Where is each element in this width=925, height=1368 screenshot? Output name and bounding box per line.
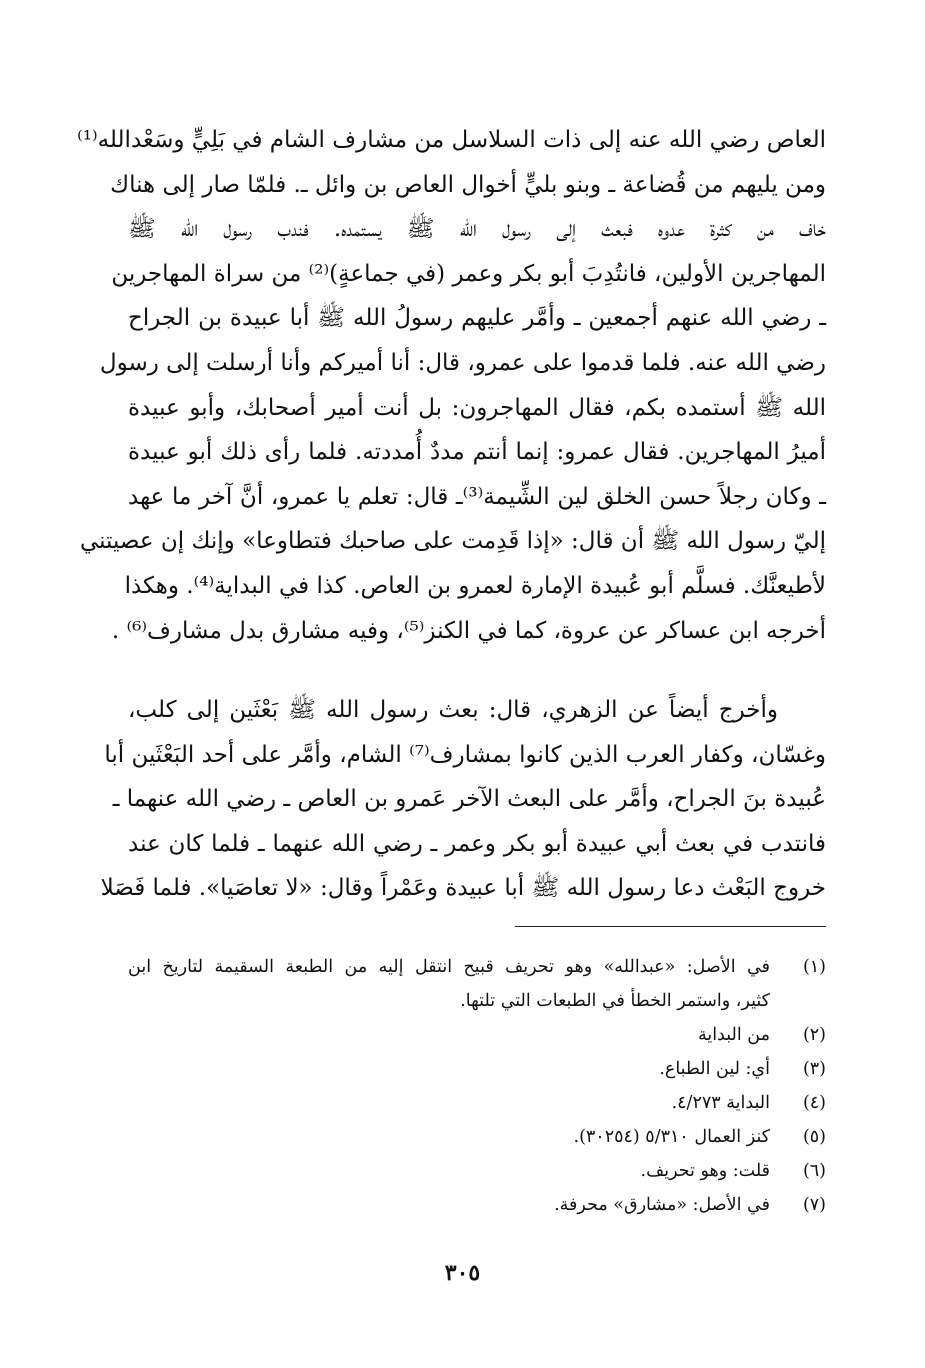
footnote-number: (٦) bbox=[802, 1161, 826, 1181]
footnote-text bbox=[128, 950, 770, 1018]
text-line: عُبيدة بنَ الجراح، وأمَّر على البعث الآخر عَمرو بن العاص ـ رضي الله عنهما ـ bbox=[112, 786, 826, 813]
text-line: خروج البَعْث دعا رسول الله ﷺ أبا عبيدة وعَمْراً وقال: «لا تعاصَيا». فلما فَصَلا bbox=[100, 875, 826, 902]
text-line: ومن يليهم من قُضاعة ـ وبنو بليٍّ أخوال العاص بن وائل ـ. فلمّا صار إلى هناك bbox=[110, 171, 826, 198]
text-line: أميرُ المهاجرين. فقال عمرو: إنما أنتم مددٌ أُمددته. فلما رأى ذلك أبو عبيدة bbox=[128, 439, 826, 466]
footnote-item bbox=[128, 950, 826, 1018]
footnote-number: (٣) bbox=[802, 1059, 826, 1079]
footnote-line: أي: لين الطباع. bbox=[659, 1059, 770, 1079]
text-line: المهاجرين الأولين، فانتُدِبَ أبو بكر وعمر (في جماعةٍ)⁽²⁾ من سراة المهاجرين bbox=[111, 260, 826, 287]
footnote-number: (١) bbox=[802, 957, 826, 977]
text-line: لأطيعنَّك. فسلَّم أبو عُبيدة الإمارة لعمرو بن العاص. كذا في البداية⁽⁴⁾. وهكذا bbox=[124, 572, 826, 599]
main-paragraph-2 bbox=[100, 688, 826, 911]
footnote-line: كنز العمال ٥/٣١٠ (٣٠٢٥٤). bbox=[573, 1127, 770, 1147]
footnote-number: (٥) bbox=[802, 1127, 826, 1147]
footnotes bbox=[128, 950, 826, 1222]
text-line: وغسّان، وكفار العرب الذين كانوا بمشارف⁽⁷⁾ الشام، وأمَّر على أحد البَعْثَين أبا bbox=[104, 741, 826, 768]
footnote-item bbox=[128, 1018, 826, 1052]
footnote-line: في الأصل: «مشارق» محرفة. bbox=[554, 1195, 770, 1215]
footnote-text bbox=[128, 1154, 770, 1188]
footnote-number: (٢) bbox=[802, 1025, 826, 1045]
text-line: رضي الله عنه. فلما قدموا على عمرو، قال: أنا أميركم وأنا أرسلت إلى رسول bbox=[99, 349, 826, 376]
footnote-line: قلت: وهو تحريف. bbox=[640, 1161, 770, 1181]
text-line: الله ﷺ أستمده بكم، فقال المهاجرون: بل أنت أمير أصحابك، وأبو عبيدة bbox=[128, 394, 826, 421]
text-line: خاف من كثرة عدوه فبعث إلى رسول الله ﷺ يستمده. فندب رسول الله ﷺ bbox=[128, 216, 826, 243]
footnote-line: كثير، واستمر الخطأ في الطبعات التي تلتها. bbox=[460, 991, 770, 1011]
footnote-text bbox=[128, 1120, 770, 1154]
footnote-number: (٧) bbox=[802, 1195, 826, 1215]
footnote-item bbox=[128, 1154, 826, 1188]
footnote-line: من البداية bbox=[697, 1025, 770, 1045]
text-line: فانتدب في بعث أبي عبيدة أبو بكر وعمر ـ رضي الله عنهما ـ فلما كان عند bbox=[128, 830, 826, 857]
footnote-line: في الأصل: «عبدالله» وهو تحريف قبيح انتقل إليه من الطبعة السقيمة لتاريخ ابن bbox=[128, 957, 770, 977]
footnote-item bbox=[128, 1120, 826, 1154]
text-line: العاص رضي الله عنه إلى ذات السلاسل من مشارف الشام في بَلِيٍّ وسَعْدالله⁽¹⁾ bbox=[77, 127, 826, 153]
text-line: إليّ رسول الله ﷺ أن قال: «إذا قَدِمت على صاحبك فتطاوعا» وإنك إن عصيتني bbox=[79, 528, 826, 555]
text-line: ـ وكان رجلاً حسن الخلق لين الشِّيمة⁽³⁾ـ قال: تعلم يا عمرو، أنَّ آخر ما عهد bbox=[128, 483, 827, 510]
footnote-number: (٤) bbox=[802, 1093, 826, 1113]
text-line: وأخرج أيضاً عن الزهري، قال: بعث رسول الله ﷺ بَعْثَين إلى كلب، bbox=[128, 697, 778, 723]
footnote-item bbox=[128, 1188, 826, 1222]
text-line: ـ رضي الله عنهم أجمعين ـ وأمَّر عليهم رسولُ الله ﷺ أبا عبيدة بن الجراح bbox=[128, 305, 826, 332]
footnote-divider bbox=[515, 926, 826, 927]
footnote-text bbox=[128, 1188, 770, 1222]
footnote-item bbox=[128, 1086, 826, 1120]
footnote-text bbox=[128, 1086, 770, 1120]
footnote-text bbox=[128, 1018, 770, 1052]
footnote-item bbox=[128, 1052, 826, 1086]
page-number: ٣٠٥ bbox=[444, 1260, 481, 1286]
footnote-text bbox=[128, 1052, 770, 1086]
footnote-line: البداية ٤/٢٧٣. bbox=[671, 1093, 770, 1113]
text-line: أخرجه ابن عساكر عن عروة، كما في الكنز⁽⁵⁾، وفيه مشارق بدل مشارف⁽⁶⁾ . bbox=[111, 617, 826, 644]
main-paragraph-1 bbox=[77, 118, 827, 653]
